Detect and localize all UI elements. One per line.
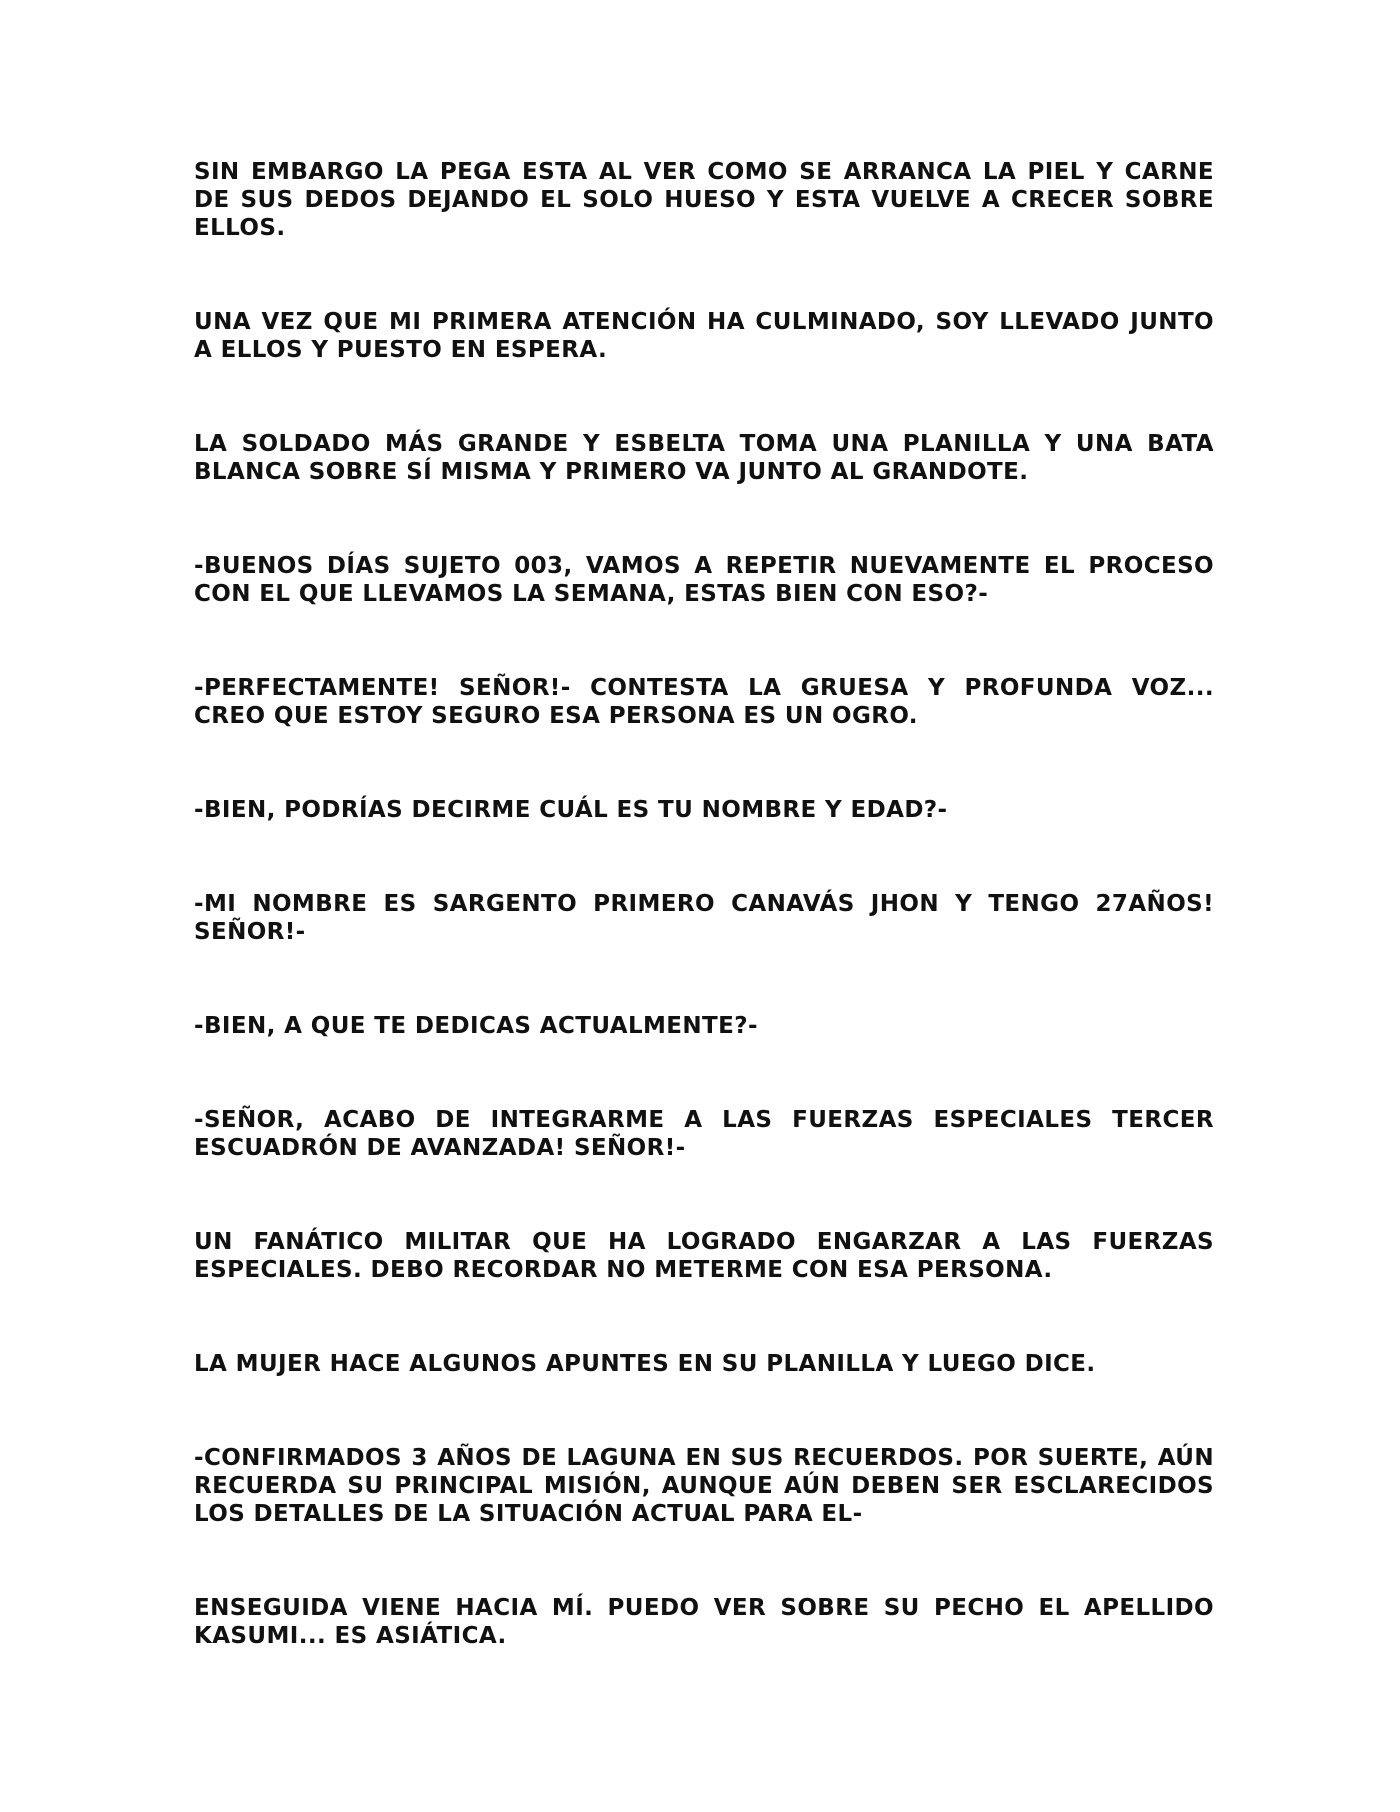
paragraph-5: -PERFECTAMENTE! SEÑOR!- CONTESTA LA GRUESA Y PROFUNDA VOZ... CREO QUE ESTOY SEGURO ESA PERSONA ES UN OGRO. [194, 675, 1214, 729]
paragraph-10: UN FANÁTICO MILITAR QUE HA LOGRADO ENGARZAR A LAS FUERZAS ESPECIALES. DEBO RECORDAR NO METERME CON ESA PERSONA. [194, 1229, 1214, 1283]
paragraph-11: LA MUJER HACE ALGUNOS APUNTES EN SU PLANILLA Y LUEGO DICE. [194, 1351, 1096, 1377]
paragraph-12: -CONFIRMADOS 3 AÑOS DE LAGUNA EN SUS RECUERDOS. POR SUERTE, AÚN RECUERDA SU PRINCIPAL MISIÓN, AUNQUE AÚN DEBEN SER ESCLARECIDOS LOS DETALLES DE LA SITUACIÓN ACTUAL PARA EL- [194, 1445, 1214, 1527]
paragraph-13: ENSEGUIDA VIENE HACIA MÍ. PUEDO VER SOBRE SU PECHO EL APELLIDO KASUMI... ES ASIÁTICA. [194, 1595, 1214, 1649]
paragraph-9: -SEÑOR, ACABO DE INTEGRARME A LAS FUERZAS ESPECIALES TERCER ESCUADRÓN DE AVANZADA! SEÑOR!- [194, 1107, 1214, 1161]
paragraph-6: -BIEN, PODRÍAS DECIRME CUÁL ES TU NOMBRE Y EDAD?- [194, 797, 948, 823]
paragraph-1: SIN EMBARGO LA PEGA ESTA AL VER COMO SE ARRANCA LA PIEL Y CARNE DE SUS DEDOS DEJANDO EL SOLO HUESO Y ESTA VUELVE A CRECER SOBRE ELLOS. [194, 159, 1214, 241]
paragraph-7: -MI NOMBRE ES SARGENTO PRIMERO CANAVÁS JHON Y TENGO 27AÑOS! SEÑOR!- [194, 891, 1214, 945]
paragraph-3: LA SOLDADO MÁS GRANDE Y ESBELTA TOMA UNA PLANILLA Y UNA BATA BLANCA SOBRE SÍ MISMA Y PRIMERO VA JUNTO AL GRANDOTE. [194, 431, 1214, 485]
paragraph-8: -BIEN, A QUE TE DEDICAS ACTUALMENTE?- [194, 1013, 758, 1039]
paragraph-4: -BUENOS DÍAS SUJETO 003, VAMOS A REPETIR NUEVAMENTE EL PROCESO CON EL QUE LLEVAMOS LA SEMANA, ESTAS BIEN CON ESO?- [194, 553, 1214, 607]
paragraph-2: UNA VEZ QUE MI PRIMERA ATENCIÓN HA CULMINADO, SOY LLEVADO JUNTO A ELLOS Y PUESTO EN ESPERA. [194, 309, 1214, 363]
text-body [194, 158, 1214, 1716]
